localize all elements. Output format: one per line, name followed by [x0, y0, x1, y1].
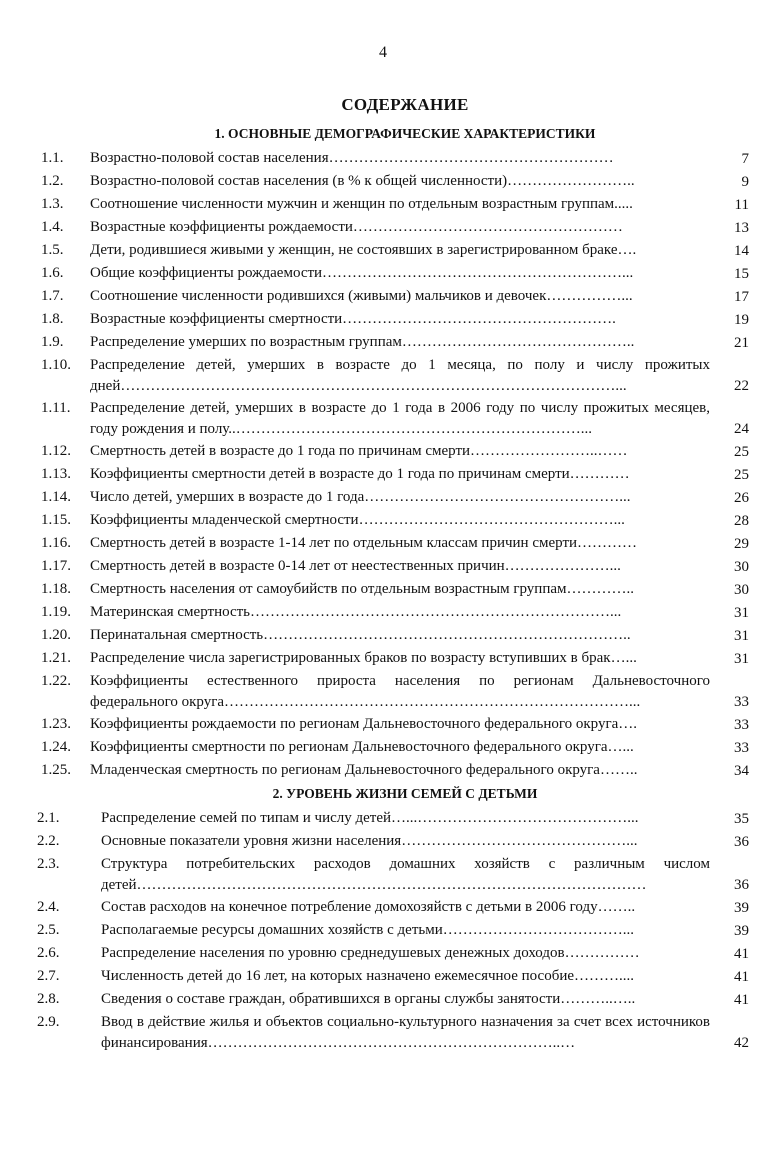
toc-entry-page: 39 [734, 900, 749, 916]
toc-entry-title: Численность детей до 16 лет, на которых назначено ежемесячное пособие……….... [101, 968, 635, 984]
toc-entry-title: Распределение умерших по возрастным группам……………………………………….. [90, 334, 635, 350]
toc-entry-number: 1.7. [41, 288, 64, 304]
toc-entry [0, 263, 766, 286]
toc-entry-number: 1.6. [41, 265, 64, 281]
toc-entry-title: Распределение детей, умерших в возрасте до 1 года в 2006 году по числу прожитых месяцев, году рождения и полу..……………………………………………………………... [90, 400, 710, 437]
toc-entry-title: Возрастно-половой состав населения………………………………………………… [90, 150, 614, 166]
toc-entry-number: 2.6. [37, 945, 60, 961]
toc-entry-title: Младенческая смертность по регионам Дальневосточного федерального округа…….. [90, 762, 638, 778]
toc-entry [0, 398, 766, 441]
toc-entry [0, 148, 766, 171]
toc-entry-page: 34 [734, 763, 749, 779]
toc-entry [0, 943, 766, 966]
toc-entry-number: 1.3. [41, 196, 64, 212]
toc-entry-page: 33 [734, 694, 749, 710]
toc-entry [0, 510, 766, 533]
toc-entry-number: 1.18. [41, 581, 71, 597]
toc-entry-number: 1.2. [41, 173, 64, 189]
toc-entry [0, 533, 766, 556]
toc-entry-page: 7 [741, 151, 749, 167]
toc-entry-number: 2.3. [37, 856, 60, 872]
toc-entry-title: Смертность детей в возрасте 0-14 лет от неестественных причин…………………... [90, 558, 621, 574]
toc-entry-page: 31 [734, 651, 749, 667]
toc-entry [0, 831, 766, 854]
toc-entry [0, 671, 766, 714]
toc-entry-number: 1.9. [41, 334, 64, 350]
toc-entry-title: Материнская смертность………………………………………………………………... [90, 604, 622, 620]
toc-entry-page: 9 [741, 174, 749, 190]
toc-entry-title: Ввод в действие жилья и объектов социально-культурного назначения за счет всех источников финансирования……………………………………………………………..… [101, 1014, 710, 1051]
toc-entry [0, 487, 766, 510]
toc-entry [0, 625, 766, 648]
toc-entry-page: 42 [734, 1035, 749, 1051]
toc-entry-title: Коэффициенты смертности детей в возрасте до 1 года по причинам смерти………… [90, 466, 630, 482]
toc-entry [0, 309, 766, 332]
toc-entry [0, 897, 766, 920]
toc-entry-title: Структура потребительских расходов домашних хозяйств с различным числом детей………………………………………………………………………………………… [101, 856, 710, 893]
toc-entry-title: Смертность населения от самоубийств по отдельным возрастным группам………….. [90, 581, 634, 597]
toc-entry-page: 41 [734, 946, 749, 962]
toc-entry-title: Общие коэффициенты рождаемости……………………………………………………... [90, 265, 634, 281]
toc-entry [0, 217, 766, 240]
toc-entry-page: 31 [734, 628, 749, 644]
toc-entry-page: 33 [734, 740, 749, 756]
page-number: 4 [379, 44, 387, 61]
toc-entry-page: 14 [734, 243, 749, 259]
toc-entry-title: Распределение числа зарегистрированных браков по возрасту вступивших в брак…... [90, 650, 637, 666]
toc-entry-page: 17 [734, 289, 749, 305]
toc-entry-page: 15 [734, 266, 749, 282]
toc-entry [0, 240, 766, 263]
toc-entry-title: Основные показатели уровня жизни населения………………………………………... [101, 833, 638, 849]
toc-entry-title: Возрастные коэффициенты рождаемости……………………………………………… [90, 219, 623, 235]
toc-entry-title: Соотношение численности родившихся (живыми) мальчиков и девочек……………... [90, 288, 633, 304]
toc-entry-title: Возрастные коэффициенты смертности………………………………………………. [90, 311, 616, 327]
toc-entry-title: Смертность детей в возрасте до 1 года по причинам смерти……………………..…… [90, 443, 628, 459]
toc-entry [0, 808, 766, 831]
toc-entry [0, 464, 766, 487]
toc-entry [0, 579, 766, 602]
toc-entry-title: Состав расходов на конечное потребление домохозяйств с детьми в 2006 году…….. [101, 899, 636, 915]
toc-section-2 [0, 808, 766, 1055]
toc-entry-page: 29 [734, 536, 749, 552]
toc-entry-title: Сведения о составе граждан, обратившихся в органы службы занятости………..….. [101, 991, 636, 1007]
toc-entry [0, 1012, 766, 1055]
toc-entry-title: Соотношение численности мужчин и женщин по отдельным возрастным группам..... [90, 196, 633, 212]
toc-entry-number: 2.8. [37, 991, 60, 1007]
toc-entry-page: 41 [734, 969, 749, 985]
toc-entry-page: 30 [734, 559, 749, 575]
toc-entry-page: 13 [734, 220, 749, 236]
toc-entry-number: 2.7. [37, 968, 60, 984]
toc-entry-title: Число детей, умерших в возрасте до 1 года……………………………………………... [90, 489, 631, 505]
toc-entry-number: 1.4. [41, 219, 64, 235]
toc-entry-page: 19 [734, 312, 749, 328]
toc-entry [0, 602, 766, 625]
toc-entry-number: 1.10. [41, 357, 71, 373]
toc-entry-page: 33 [734, 717, 749, 733]
toc-entry-title: Смертность детей в возрасте 1-14 лет по отдельным классам причин смерти………… [90, 535, 638, 551]
toc-entry-page: 36 [734, 877, 749, 893]
toc-entry-page: 39 [734, 923, 749, 939]
toc-section-1 [0, 148, 766, 783]
toc-entry-number: 1.21. [41, 650, 71, 666]
toc-entry-number: 1.25. [41, 762, 71, 778]
toc-entry-number: 1.24. [41, 739, 71, 755]
toc-entry-number: 1.12. [41, 443, 71, 459]
toc-entry-page: 25 [734, 467, 749, 483]
toc-entry-page: 11 [734, 197, 749, 213]
toc-entry-title: Возрастно-половой состав населения (в % к общей численности)…………………….. [90, 173, 635, 189]
toc-entry-page: 25 [734, 444, 749, 460]
toc-entry [0, 355, 766, 398]
toc-entry-page: 35 [734, 811, 749, 827]
toc-entry-page: 28 [734, 513, 749, 529]
toc-entry-number: 1.14. [41, 489, 71, 505]
toc-entry-number: 2.9. [37, 1014, 60, 1030]
toc-entry [0, 854, 766, 897]
toc-entry-title: Распределение детей, умерших в возрасте до 1 месяца, по полу и числу прожитых дней………………………………………………………………………………………... [90, 357, 710, 394]
toc-entry-page: 26 [734, 490, 749, 506]
toc-entry-number: 1.5. [41, 242, 64, 258]
toc-entry-number: 2.5. [37, 922, 60, 938]
toc-entry [0, 332, 766, 355]
toc-entry-title: Распределение населения по уровню среднедушевых денежных доходов…………… [101, 945, 640, 961]
toc-entry-number: 1.11. [41, 400, 71, 416]
toc-entry-page: 41 [734, 992, 749, 1008]
toc-entry-number: 1.19. [41, 604, 71, 620]
toc-entry [0, 989, 766, 1012]
page-title: СОДЕРЖАНИЕ [341, 95, 469, 114]
toc-entry [0, 171, 766, 194]
toc-entry [0, 556, 766, 579]
toc-entry-number: 2.4. [37, 899, 60, 915]
toc-entry [0, 194, 766, 217]
toc-entry-title: Располагаемые ресурсы домашних хозяйств с детьми………………………………... [101, 922, 634, 938]
toc-entry [0, 441, 766, 464]
toc-entry-title: Дети, родившиеся живыми у женщин, не состоявших в зарегистрированном браке…. [90, 242, 637, 258]
toc-entry-number: 1.16. [41, 535, 71, 551]
toc-entry-title: Коэффициенты естественного прироста населения по регионам Дальневосточного федерального округа………………………………………………………………………... [90, 673, 710, 710]
toc-entry-page: 21 [734, 335, 749, 351]
toc-entry-number: 1.15. [41, 512, 71, 528]
toc-entry-number: 1.17. [41, 558, 71, 574]
toc-entry-number: 1.22. [41, 673, 71, 689]
toc-entry [0, 920, 766, 943]
toc-entry-number: 2.1. [37, 810, 60, 826]
toc-entry [0, 714, 766, 737]
section-heading-2: 2. УРОВЕНЬ ЖИЗНИ СЕМЕЙ С ДЕТЬМИ [272, 786, 538, 801]
toc-entry-page: 24 [734, 421, 749, 437]
toc-entry-title: Перинатальная смертность……………………………………………………………….. [90, 627, 631, 643]
toc-entry-number: 1.20. [41, 627, 71, 643]
toc-entry [0, 648, 766, 671]
toc-entry-title: Распределение семей по типам и числу детей…...……………………………………... [101, 810, 639, 826]
toc-entry-number: 1.8. [41, 311, 64, 327]
toc-entry [0, 966, 766, 989]
toc-entry-page: 36 [734, 834, 749, 850]
toc-entry-number: 1.23. [41, 716, 71, 732]
toc-entry [0, 737, 766, 760]
section-heading-1: 1. ОСНОВНЫЕ ДЕМОГРАФИЧЕСКИЕ ХАРАКТЕРИСТИКИ [214, 126, 596, 141]
toc-entry-number: 1.13. [41, 466, 71, 482]
toc-entry [0, 286, 766, 309]
toc-entry-title: Коэффициенты рождаемости по регионам Дальневосточного федерального округа…. [90, 716, 638, 732]
toc-entry-title: Коэффициенты смертности по регионам Дальневосточного федерального округа…... [90, 739, 634, 755]
toc-entry-number: 2.2. [37, 833, 60, 849]
toc-entry [0, 760, 766, 783]
toc-entry-page: 22 [734, 378, 749, 394]
toc-entry-number: 1.1. [41, 150, 64, 166]
toc-entry-title: Коэффициенты младенческой смертности……………………………………………... [90, 512, 625, 528]
toc-entry-page: 31 [734, 605, 749, 621]
toc-entry-page: 30 [734, 582, 749, 598]
